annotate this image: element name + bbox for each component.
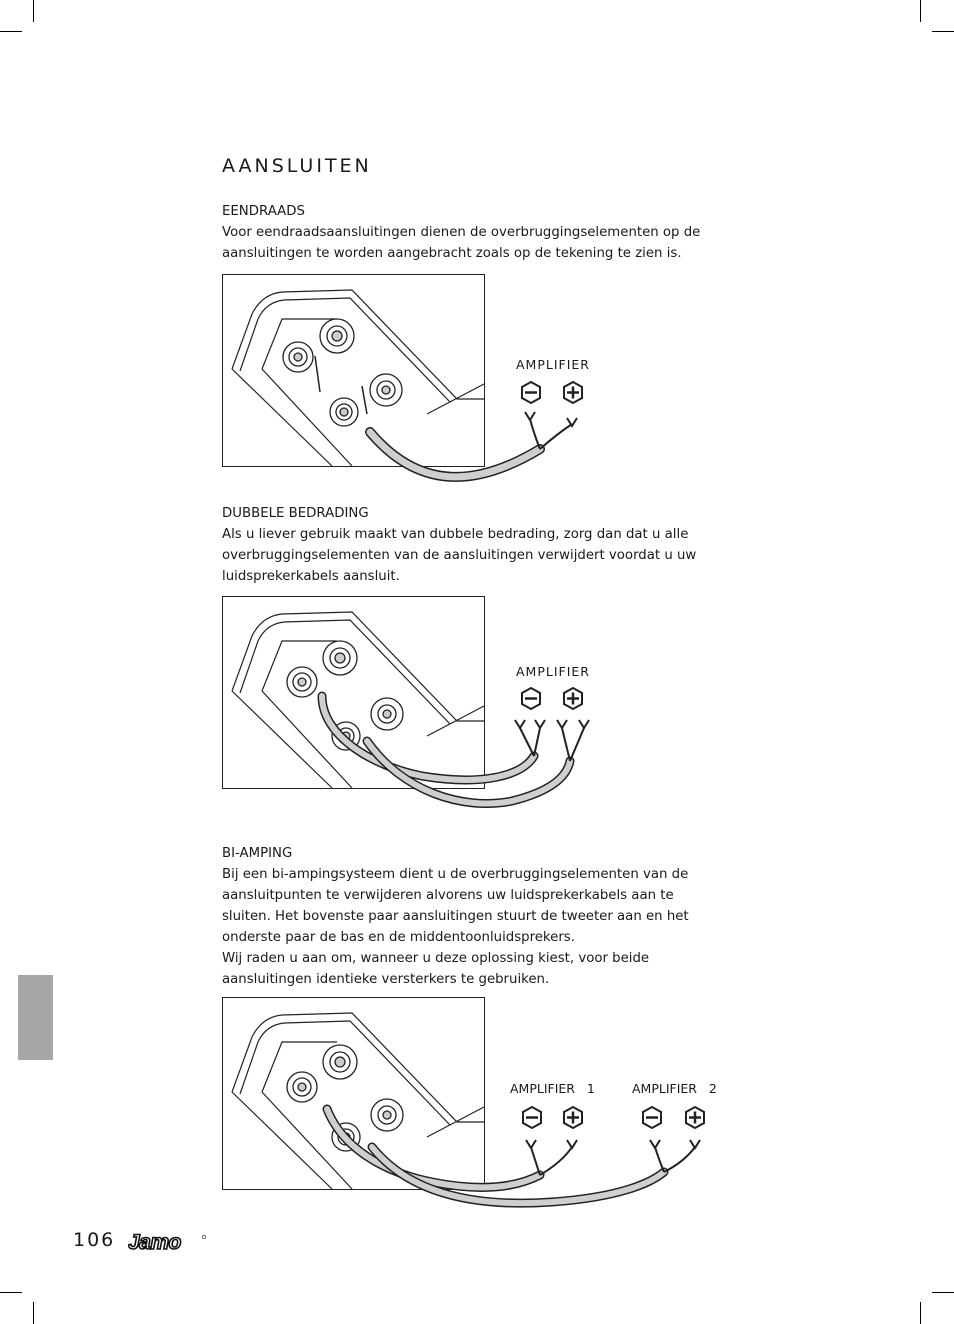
- section-paragraph: Voor eendraadsaansluitingen dienen de overbruggingselementen op de aansluitingen te worden aangebracht zoals op de tekening te zien is.: [222, 225, 701, 261]
- minus-terminal-icon: [522, 382, 540, 403]
- section-single-wire: [222, 201, 722, 264]
- section-paragraph: Wij raden u aan om, wanneer u deze oplossing kiest, voor beide aansluitingen identieke versterkers te gebruiken.: [222, 951, 650, 987]
- crop-mark-tl-h: [0, 31, 22, 32]
- minus-terminal-icon: [523, 1107, 541, 1128]
- section-bi-wire: [222, 503, 722, 587]
- jamo-logo-text: Jamo: [128, 1231, 181, 1254]
- page-number: 106: [73, 1229, 116, 1251]
- plus-terminal-icon: [564, 688, 582, 709]
- crop-mark-tr-h: [932, 31, 954, 32]
- plus-terminal-icon: [564, 1107, 582, 1128]
- section-paragraph: Bij een bi-ampingsysteem dient u de overbruggingselementen van de aansluitpunten te verwijderen alvorens uw luidsprekerkabels aan te sluiten. Het bovenste paar aansluitingen stuurt de tweeter aan en het onderste paar de bas en de middentoonluidsprekers.: [222, 867, 689, 945]
- figure-bi-wire-drawing: [222, 596, 742, 811]
- crop-mark-br-v: [920, 1302, 921, 1324]
- section-heading: DUBBELE BEDRADING: [222, 506, 369, 521]
- section-bi-amping: [222, 843, 722, 990]
- section-paragraph: Als u liever gebruik maakt van dubbele bedrading, zorg dan dat u alle overbruggingselementen van de aansluitingen verwijdert voordat u uw luidsprekerkabels aansluit.: [222, 527, 697, 584]
- crop-mark-bl-v: [33, 1302, 34, 1324]
- amplifier-2-label: AMPLIFIER 2: [632, 1081, 717, 1096]
- section-heading: BI-AMPING: [222, 846, 293, 861]
- amplifier-label: AMPLIFIER: [516, 664, 590, 679]
- figure-single-wire: [222, 274, 742, 484]
- section-heading: EENDRAADS: [222, 204, 305, 219]
- crop-mark-bl-h: [0, 1292, 22, 1293]
- crop-mark-tr-v: [920, 0, 921, 22]
- crop-mark-tl-v: [33, 0, 34, 22]
- jamo-logo: [128, 1230, 208, 1254]
- plus-terminal-icon: [686, 1107, 704, 1128]
- minus-terminal-icon: [643, 1107, 661, 1128]
- plus-terminal-icon: [564, 382, 582, 403]
- amplifier-label: AMPLIFIER: [516, 357, 590, 372]
- amplifier-1-label: AMPLIFIER 1: [510, 1081, 595, 1096]
- language-tab-marker: [18, 975, 53, 1060]
- page-title: AANSLUITEN: [222, 155, 372, 177]
- figure-bi-wire: [222, 596, 742, 811]
- figure-single-wire-drawing: [222, 274, 742, 484]
- figure-bi-amping-drawing: [222, 997, 742, 1212]
- figure-bi-amping: [222, 997, 742, 1212]
- minus-terminal-icon: [522, 688, 540, 709]
- crop-mark-br-h: [932, 1292, 954, 1293]
